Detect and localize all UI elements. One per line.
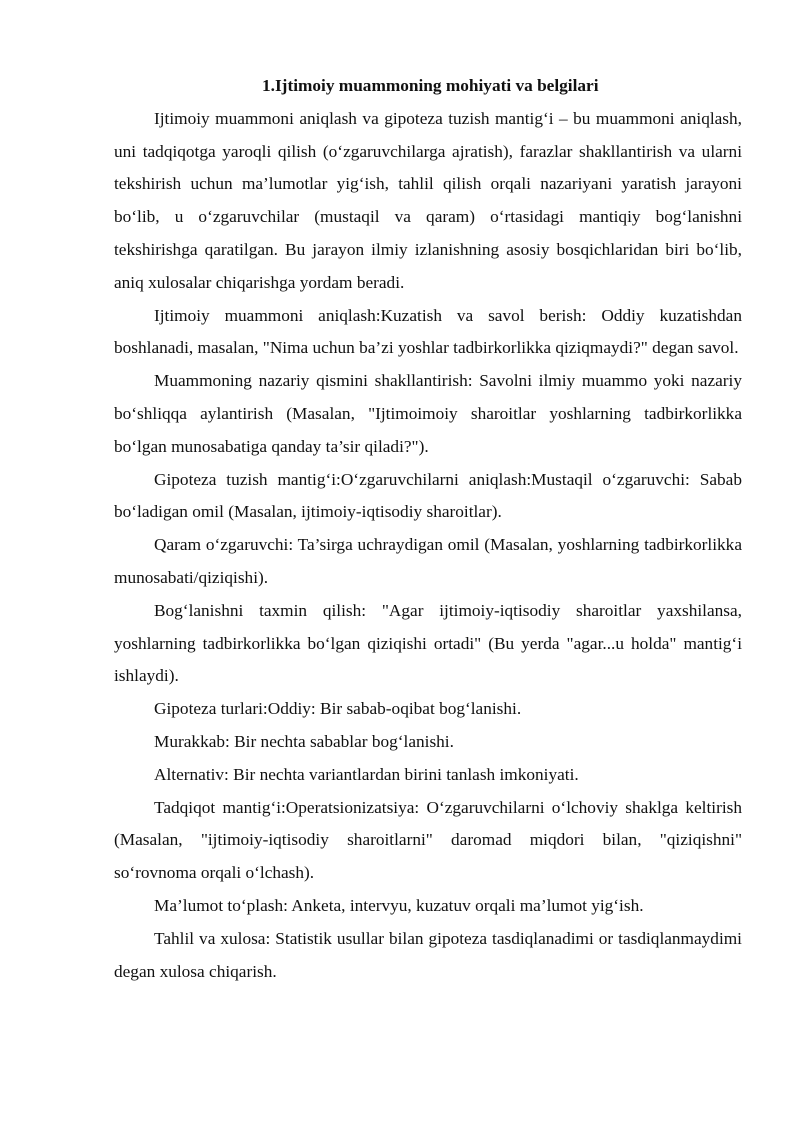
paragraph-hypothesis-alternative: Alternativ: Bir nechta variantlardan birini tanlash imkoniyati.	[154, 764, 579, 784]
document-body	[114, 70, 742, 988]
paragraph-hypothesis-simple: Gipoteza turlari:Oddiy: Bir sabab-oqibat bog‘lanishi.	[154, 699, 522, 719]
paragraph-dependent-variable: Qaram o‘zgaruvchi: Ta’sirga uchraydigan omil (Masalan, yoshlarning tadbirkorlikka munosabati/qiziqishi).	[114, 535, 742, 587]
paragraph-problem-identification: Ijtimoiy muammoni aniqlash:Kuzatish va savol berish: Oddiy kuzatishdan boshlanadi, masalan, "Nima uchun ba’zi yoshlar tadbirkorlikka qiziqmaydi?" degan savol.	[114, 305, 742, 358]
paragraph-data-collection: Ma’lumot to‘plash: Anketa, intervyu, kuzatuv orqali ma’lumot yig‘ish.	[154, 895, 644, 915]
section-title: 1.Ijtimoiy muammoning mohiyati va belgilari	[262, 76, 599, 95]
paragraph-operationalization: Tadqiqot mantig‘i:Operatsionizatsiya: O‘zgaruvchilarni o‘lchoviy shaklga keltirish (Masalan, "ijtimoiy-iqtisodiy sharoitlarni" daromad miqdori bilan, "qiziqishni" so‘rovnoma orqali o‘lchash).	[114, 797, 742, 883]
paragraph-intro: Ijtimoiy muammoni aniqlash va gipoteza tuzish mantig‘i – bu muammoni aniqlash, uni tadqiqotga yaroqli qilish (o‘zgaruvchilarga ajratish), farazlar shakllantirish va ularni tekshirish uchun ma’lumotlar yig‘ish, tahlil qilish orqali nazariyani yaratish jarayoni bo‘lib, u o‘zgaruvchilar (mustaqil va qaram) o‘rtasidagi mantiqiy bog‘lanishni tekshirishga qaratilgan. Bu jarayon ilmiy izlanishning asosiy bosqichlaridan biri bo‘lib, aniq xulosalar chiqarishga yordam beradi.	[114, 108, 742, 292]
paragraph-hypothesis-complex: Murakkab: Bir nechta sabablar bog‘lanishi.	[154, 731, 454, 751]
paragraph-theoretical-part: Muammoning nazariy qismini shakllantirish: Savolni ilmiy muammo yoki nazariy bo‘shliqqa aylantirish (Masalan, "Ijtimoimoiy sharoitlar yoshlarning tadbirkorlikka bo‘lgan munosabatiga qanday ta’sir qiladi?").	[114, 371, 742, 456]
paragraph-relationship: Bog‘lanishni taxmin qilish: "Agar ijtimoiy-iqtisodiy sharoitlar yaxshilansa, yoshlarning tadbirkorlikka bo‘lgan qiziqishi ortadi" (Bu yerda "agar...u holda" mantig‘i ishlaydi).	[114, 600, 742, 686]
paragraph-independent-variable: Gipoteza tuzish mantig‘i:O‘zgaruvchilarni aniqlash:Mustaqil o‘zgaruvchi: Sabab bo‘ladigan omil (Masalan, ijtimoiy-iqtisodiy sharoitlar).	[114, 469, 742, 522]
paragraph-analysis: Tahlil va xulosa: Statistik usullar bilan gipoteza tasdiqlanadimi or tasdiqlanmaydimi degan xulosa chiqarish.	[114, 928, 742, 981]
